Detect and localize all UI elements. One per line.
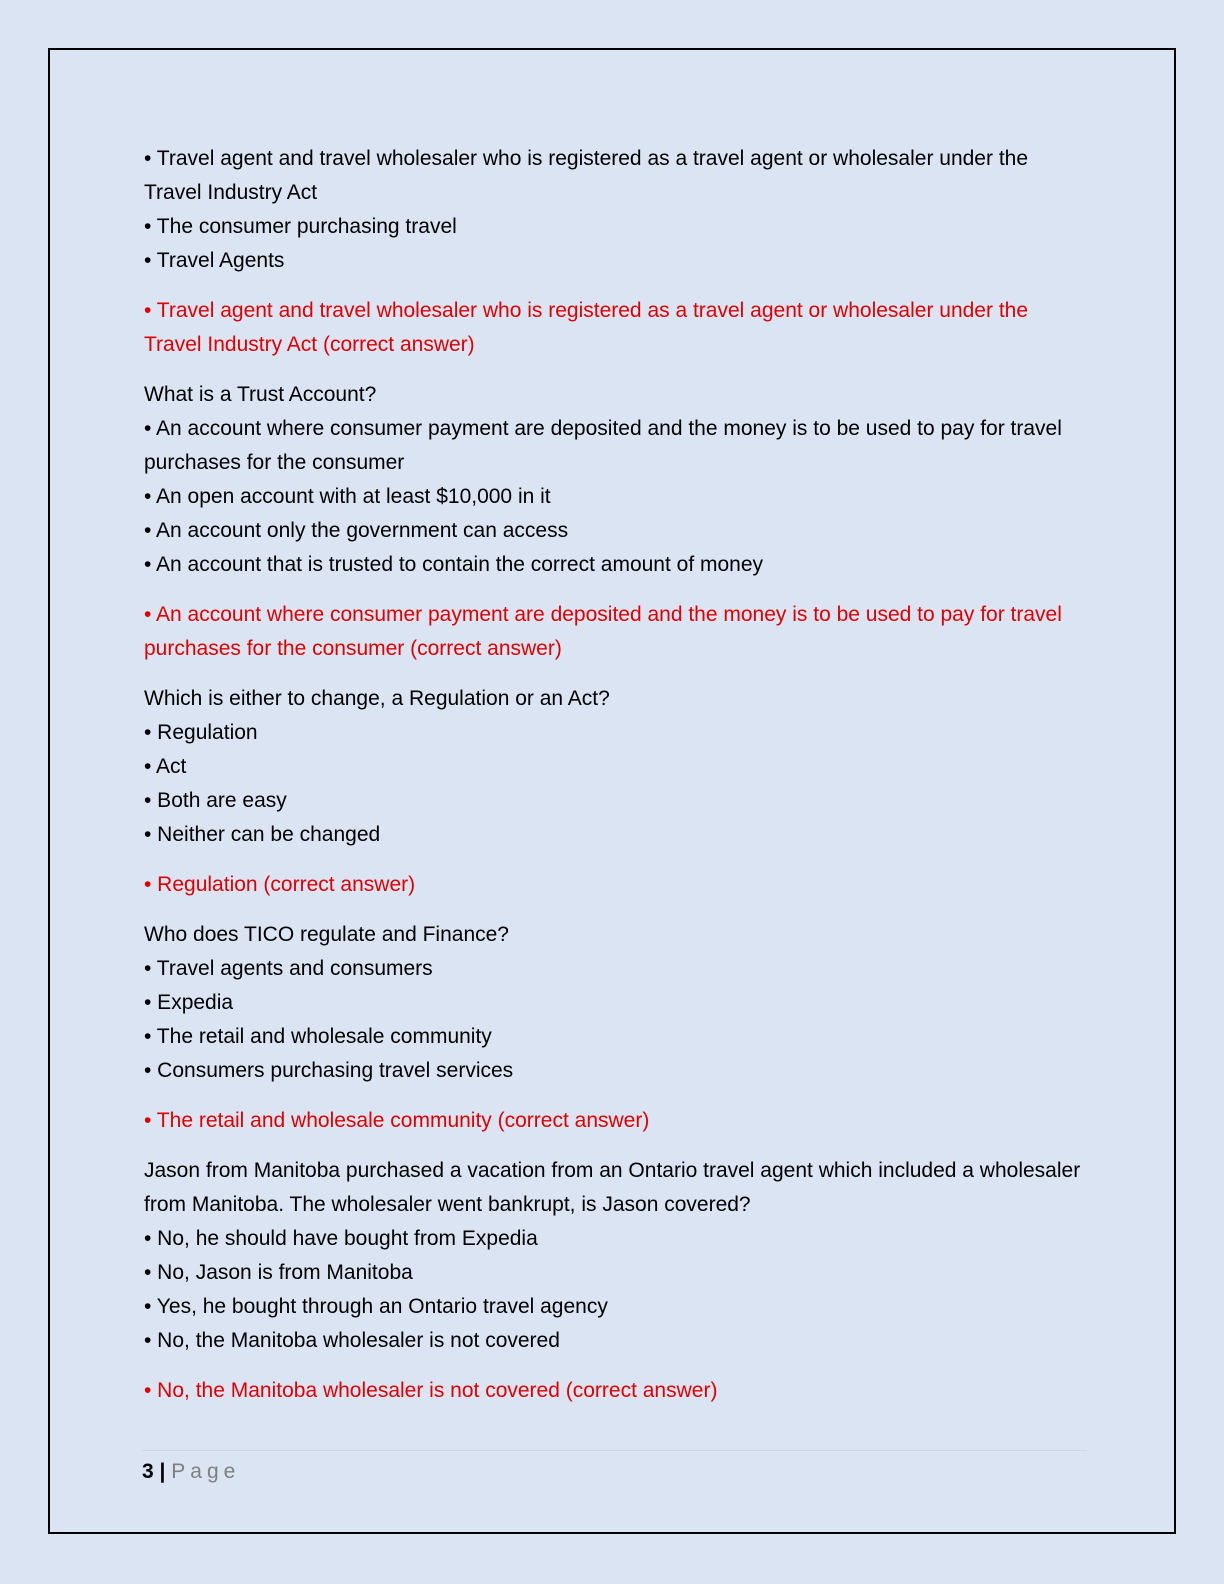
option: • An account only the government can access [144,519,569,542]
correct-answer: • No, the Manitoba wholesaler is not covered (correct answer) [144,1379,718,1402]
correct-answer: • The retail and wholesale community (correct answer) [144,1109,650,1132]
option: • No, Jason is from Manitoba [144,1261,413,1284]
question-block-5 [144,1154,1084,1358]
question-text: What is a Trust Account? [144,383,377,406]
question-text: Who does TICO regulate and Finance? [144,923,509,946]
footer-separator: | [159,1460,166,1483]
option: • Travel Agents [144,249,285,272]
correct-answer: • Regulation (correct answer) [144,873,416,896]
option: • No, the Manitoba wholesaler is not covered [144,1329,560,1352]
option: • Yes, he bought through an Ontario travel agency [144,1295,608,1318]
answer-block-5 [144,1374,1084,1408]
option: • An open account with at least $10,000 in it [144,485,551,508]
option: • The retail and wholesale community [144,1025,492,1048]
question-block-4 [144,918,1084,1088]
question-block-1 [144,142,1084,278]
option: • Neither can be changed [144,823,381,846]
correct-answer: • An account where consumer payment are deposited and the money is to be used to pay for travel purchases for the consumer (correct answer) [144,603,1062,660]
option: • An account where consumer payment are deposited and the money is to be used to pay for travel purchases for the consumer [144,417,1062,474]
correct-answer: • Travel agent and travel wholesaler who is registered as a travel agent or wholesaler under the Travel Industry Act (correct answer) [144,299,1029,356]
option: • Consumers purchasing travel services [144,1059,514,1082]
option: • Travel agents and consumers [144,957,433,980]
option: • Act [144,755,187,778]
question-block-2 [144,378,1084,582]
page-footer [142,1450,1086,1489]
page-number: 3 [142,1460,154,1483]
answer-block-4 [144,1104,1084,1138]
option: • No, he should have bought from Expedia [144,1227,538,1250]
option: • Travel agent and travel wholesaler who is registered as a travel agent or wholesaler under the Travel Industry Act [144,147,1029,204]
document-body [144,142,1084,1424]
option: • An account that is trusted to contain the correct amount of money [144,553,764,576]
page-label: Page [171,1460,241,1483]
option: • Both are easy [144,789,287,812]
question-block-3 [144,682,1084,852]
option: • Regulation [144,721,258,744]
answer-block-2 [144,598,1084,666]
option: • The consumer purchasing travel [144,215,457,238]
question-text: Jason from Manitoba purchased a vacation from an Ontario travel agent which included a wholesaler from Manitoba. The wholesaler went bankrupt, is Jason covered? [144,1159,1081,1216]
answer-block-1 [144,294,1084,362]
question-text: Which is either to change, a Regulation or an Act? [144,687,610,710]
option: • Expedia [144,991,234,1014]
answer-block-3 [144,868,1084,902]
